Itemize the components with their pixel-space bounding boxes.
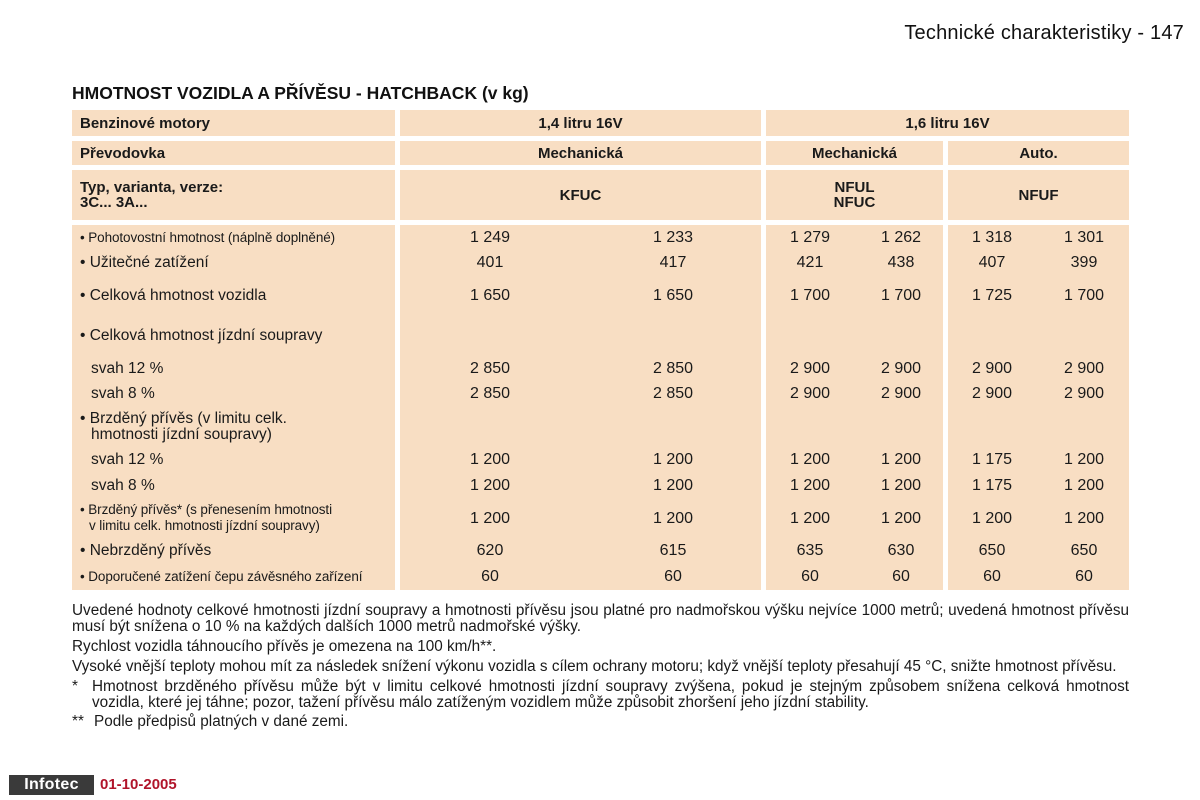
cell-value: 2 900 xyxy=(1063,385,1105,402)
row-label-braked-trailer xyxy=(80,411,287,443)
cell-value: 1 700 xyxy=(1063,287,1105,304)
cell-value: 60 xyxy=(801,568,819,585)
cell-value: 1 200 xyxy=(971,510,1013,527)
cell-value: 2 850 xyxy=(652,360,694,377)
cell-value: 60 xyxy=(892,568,910,585)
infotec-logo: Infotec xyxy=(9,775,94,795)
type-header-1: KFUC xyxy=(400,170,761,220)
cell-value: 2 850 xyxy=(652,385,694,402)
cell-value: 401 xyxy=(476,254,504,271)
cell-value: 1 725 xyxy=(971,287,1013,304)
note-speed: Rychlost vozidla táhnoucího přívěs je omezena na 100 km/h**. xyxy=(72,638,497,655)
cell-value: 1 700 xyxy=(789,287,831,304)
cell-value: 2 900 xyxy=(971,360,1013,377)
cell-value: 2 850 xyxy=(469,360,511,377)
cell-value: 1 175 xyxy=(971,477,1013,494)
cell-value: 1 262 xyxy=(880,229,922,246)
footnote-2-text: Podle předpisů platných v dané zemi. xyxy=(94,713,349,730)
cell-value: 1 200 xyxy=(789,477,831,494)
cell-value: 1 200 xyxy=(469,510,511,527)
footnote-2 xyxy=(72,714,1129,730)
cell-value: 1 200 xyxy=(789,510,831,527)
cell-value: 1 318 xyxy=(971,229,1013,246)
cell-value: 1 200 xyxy=(1063,451,1105,468)
cell-value: 2 900 xyxy=(880,360,922,377)
engine-14-header: 1,4 litru 16V xyxy=(400,110,761,136)
cell-value: 1 249 xyxy=(469,229,511,246)
row-label-slope-12-a: svah 12 % xyxy=(91,360,164,377)
cell-value: 1 200 xyxy=(1063,477,1105,494)
note-altitude: Uvedené hodnoty celkové hmotnosti jízdní soupravy a hmotnosti přívěsu jsou platné pro nadmořskou výšku nejvíce 1000 metrů; uvedená hmotnost přívěsu musí být snížena o 10 % na každých dalších 1000 metrů nadmořské výšky. xyxy=(72,602,1129,635)
cell-value: 1 200 xyxy=(469,451,511,468)
cell-value: 60 xyxy=(664,568,682,585)
cell-value: 1 650 xyxy=(652,287,694,304)
cell-value: 1 279 xyxy=(789,229,831,246)
cell-value: 2 900 xyxy=(789,385,831,402)
row-label-slope-8-a: svah 8 % xyxy=(91,385,155,402)
row-label-gross-weight: • Celková hmotnost vozidla xyxy=(80,287,267,304)
cell-value: 2 900 xyxy=(880,385,922,402)
cell-value: 407 xyxy=(978,254,1006,271)
page-header-title: Technické charakteristiky - 147 xyxy=(904,22,1184,44)
gearbox-row-label: Převodovka xyxy=(72,141,395,165)
cell-value: 1 650 xyxy=(469,287,511,304)
cell-value: 650 xyxy=(1070,542,1098,559)
footnote-1 xyxy=(72,679,1129,711)
cell-value: 399 xyxy=(1070,254,1098,271)
section-title: HMOTNOST VOZIDLA A PŘÍVĚSU - HATCHBACK (v kg) xyxy=(72,83,529,103)
type-header-3: NFUF xyxy=(948,170,1129,220)
cell-value: 1 301 xyxy=(1063,229,1105,246)
cell-value: 2 900 xyxy=(789,360,831,377)
cell-value: 2 850 xyxy=(469,385,511,402)
cell-value: 2 900 xyxy=(971,385,1013,402)
cell-value: 630 xyxy=(887,542,915,559)
body-col-16-mech xyxy=(766,225,943,590)
gearbox-header-1: Mechanická xyxy=(400,141,761,165)
cell-value: 1 200 xyxy=(789,451,831,468)
cell-value: 615 xyxy=(659,542,687,559)
engine-16-header: 1,6 litru 16V xyxy=(766,110,1129,136)
cell-value: 1 200 xyxy=(652,451,694,468)
cell-value: 1 200 xyxy=(880,510,922,527)
body-col-labels xyxy=(72,225,395,590)
braked-trailer-line1: • Brzděný přívěs (v limitu celk. xyxy=(80,410,287,427)
note-temperature: Vysoké vnější teploty mohou mít za následek snížení výkonu vozidla s cílem ochrany motoru; když vnější teploty přesahují 45 °C, snižte hmotnost přívěsu. xyxy=(72,658,1117,675)
type-header-2-line2: NFUC xyxy=(833,194,876,211)
row-label-payload: • Užitečné zatížení xyxy=(80,254,209,271)
cell-value: 635 xyxy=(796,542,824,559)
notes-block xyxy=(72,603,1129,730)
type-header-2-line1: NFUL xyxy=(834,179,875,196)
footnote-2-mark: ** xyxy=(72,713,84,730)
type-header-2 xyxy=(766,170,943,220)
type-label-line2: 3C... 3A... xyxy=(80,194,148,211)
type-label-line1: Typ, varianta, verze: xyxy=(80,179,224,196)
row-label-train-weight: • Celková hmotnost jízdní soupravy xyxy=(80,327,323,344)
cell-value: 650 xyxy=(978,542,1006,559)
cell-value: 60 xyxy=(1075,568,1093,585)
cell-value: 1 200 xyxy=(652,510,694,527)
row-label-slope-12-b: svah 12 % xyxy=(91,451,164,468)
cell-value: 1 175 xyxy=(971,451,1013,468)
cell-value: 1 200 xyxy=(469,477,511,494)
cell-value: 1 200 xyxy=(880,477,922,494)
row-label-curb-weight: • Pohotovostní hmotnost (náplně doplněné) xyxy=(80,230,336,245)
cell-value: 1 200 xyxy=(880,451,922,468)
row-label-slope-8-b: svah 8 % xyxy=(91,477,155,494)
row-label-nose-weight: • Doporučené zatížení čepu závěsného zařízení xyxy=(80,569,363,584)
gearbox-header-2: Mechanická xyxy=(766,141,943,165)
body-col-16-auto xyxy=(948,225,1129,590)
engine-row-label: Benzinové motory xyxy=(72,110,395,136)
cell-value: 1 233 xyxy=(652,229,694,246)
cell-value: 1 700 xyxy=(880,287,922,304)
type-row-label xyxy=(72,170,395,220)
body-col-14 xyxy=(400,225,761,590)
cell-value: 438 xyxy=(887,254,915,271)
cell-value: 2 900 xyxy=(1063,360,1105,377)
cell-value: 60 xyxy=(481,568,499,585)
row-label-unbraked-trailer: • Nebrzděný přívěs xyxy=(80,542,212,559)
footer-date: 01-10-2005 xyxy=(100,776,177,793)
footnote-1-text: Hmotnost brzděného přívěsu může být v limitu celkové hmotnosti jízdní soupravy zvýšena, pokud je stejným způsobem snížena celková hmotnost vozidla, které jej táhne; pozor, tažení přívěsu málo zatíženým vozidlem může způsobit zhoršení jeho jízdní stability. xyxy=(92,678,1129,711)
cell-value: 1 200 xyxy=(1063,510,1105,527)
braked-transfer-line2: v limitu celk. hmotnosti jízdní soupravy) xyxy=(89,518,320,533)
cell-value: 620 xyxy=(476,542,504,559)
cell-value: 1 200 xyxy=(652,477,694,494)
braked-trailer-line2: hmotnosti jízdní soupravy) xyxy=(91,426,272,443)
gearbox-header-3: Auto. xyxy=(948,141,1129,165)
cell-value: 421 xyxy=(796,254,824,271)
row-label-braked-transfer xyxy=(80,502,332,534)
footnote-1-mark: * xyxy=(72,678,78,695)
braked-transfer-line1: • Brzděný přívěs* (s přenesením hmotnosti xyxy=(80,502,332,517)
cell-value: 417 xyxy=(659,254,687,271)
cell-value: 60 xyxy=(983,568,1001,585)
